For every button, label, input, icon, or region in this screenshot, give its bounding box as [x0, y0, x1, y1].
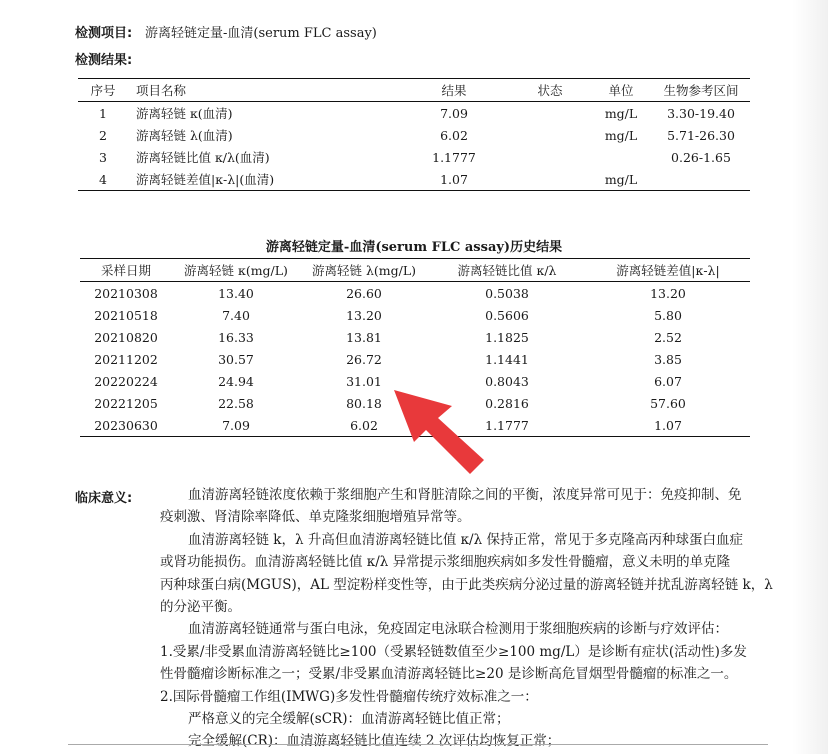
clinical-line: 丙种球蛋白病(MGUS)，AL 型淀粉样变性等，由于此类疾病分泌过量的游离轻链并扰乱游离轻链 k，λ: [160, 577, 773, 593]
clinical-line: 1.受累/非受累血清游离轻链比≥100（受累轻链数值至少≥100 mg/L）是诊断有症状(活动性)多发: [160, 644, 747, 660]
col-reference-range: 生物参考区间: [663, 83, 739, 98]
row-unit: [590, 146, 652, 168]
col-result: 结果: [441, 83, 467, 98]
row-kappa: 30.57: [218, 351, 254, 367]
row-date: 20220224: [94, 373, 158, 389]
row-difference: 3.85: [654, 351, 682, 367]
col-unit: 单位: [608, 83, 634, 98]
test-item-value: 游离轻链定量-血清(serum FLC assay): [145, 26, 377, 41]
test-item-label: 检测项目:: [75, 26, 133, 41]
row-ratio: 0.2816: [485, 395, 529, 411]
row-kappa: 24.94: [218, 373, 254, 389]
clinical-label: 临床意义:: [75, 491, 133, 506]
row-difference: 5.80: [654, 307, 682, 323]
row-unit: mg/L: [604, 105, 638, 121]
row-ratio: 1.1777: [485, 417, 529, 433]
row-ratio: 0.8043: [485, 373, 529, 389]
test-result-label: 检测结果:: [75, 53, 133, 68]
row-kappa: 16.33: [218, 329, 254, 345]
clinical-line: 完全缓解(CR)：血清游离轻链比值连续 2 次评估均恢复正常；: [188, 733, 561, 749]
row-difference: 13.20: [650, 285, 686, 301]
table-row: [80, 282, 750, 305]
row-index: 3: [99, 149, 107, 165]
row-reference-range: [652, 168, 750, 191]
row-date: 20210308: [94, 285, 158, 301]
clinical-line: 性骨髓瘤诊断标准之一；受累/非受累血清游离轻链比≥20 是诊断高危冒烟型骨髓瘤的标准之一。: [160, 666, 738, 682]
row-difference: 6.07: [654, 373, 682, 389]
row-kappa: 7.40: [222, 307, 250, 323]
table-row: [78, 124, 750, 146]
row-item-name: 游离轻链 λ(血清): [136, 128, 233, 143]
row-item-name: 游离轻链差值|κ-λ|(血清): [136, 172, 275, 187]
row-reference-range: 5.71-26.30: [667, 127, 735, 143]
row-status: [510, 102, 590, 125]
row-unit: mg/L: [604, 127, 638, 143]
results-table: [78, 78, 750, 191]
row-lambda: 13.20: [346, 307, 382, 323]
row-result: 1.07: [440, 171, 468, 187]
col-difference: 游离轻链差值|κ-λ|: [616, 263, 720, 278]
row-ratio: 1.1825: [485, 329, 529, 345]
row-difference: 1.07: [654, 417, 682, 433]
col-lambda: 游离轻链 λ(mg/L): [311, 263, 417, 278]
row-ratio: 0.5606: [485, 307, 529, 323]
col-ratio: 游离轻链比值 κ/λ: [457, 263, 557, 278]
table-row: [78, 146, 750, 168]
row-date: 20221205: [94, 395, 158, 411]
clinical-line: 或肾功能损伤。血清游离轻链比值 κ/λ 异常提示浆细胞疾病如多发性骨髓瘤，意义未明的单克隆: [160, 554, 731, 570]
col-status: 状态: [537, 83, 563, 98]
col-index: 序号: [90, 83, 116, 98]
clinical-line: 血清游离轻链 k，λ 升高但血清游离轻链比值 κ/λ 保持正常，常见于多克隆高丙种球蛋白血症: [188, 532, 743, 548]
clinical-line: 疫刺激、肾清除率降低、单克隆浆细胞增殖异常等。: [160, 509, 471, 525]
row-reference-range: 3.30-19.40: [667, 105, 735, 121]
table-row: [80, 326, 750, 348]
clinical-line: 的分泌平衡。: [160, 599, 241, 615]
row-lambda: 13.81: [346, 329, 382, 345]
row-index: 4: [99, 171, 107, 187]
row-index: 2: [99, 127, 107, 143]
row-difference: 2.52: [654, 329, 682, 345]
row-date: 20210518: [94, 307, 158, 323]
row-index: 1: [99, 105, 107, 121]
clinical-line: 严格意义的完全缓解(sCR)：血清游离轻链比值正常；: [188, 711, 510, 727]
row-item-name: 游离轻链比值 κ/λ(血清): [136, 150, 270, 165]
row-ratio: 0.5038: [485, 285, 529, 301]
row-kappa: 7.09: [222, 417, 250, 433]
history-header-row: [80, 259, 750, 282]
row-status: [510, 168, 590, 191]
row-lambda: 6.02: [350, 417, 378, 433]
table-row: [80, 304, 750, 326]
table-row: [78, 168, 750, 191]
results-header-row: [78, 79, 750, 102]
row-result: 7.09: [440, 105, 468, 121]
row-ratio: 1.1441: [485, 351, 529, 367]
col-kappa: 游离轻链 κ(mg/L): [184, 263, 288, 278]
row-date: 20230630: [94, 417, 158, 433]
row-lambda: 31.01: [346, 373, 382, 389]
row-status: [510, 146, 590, 168]
col-sample-date: 采样日期: [100, 263, 151, 278]
history-title: 游离轻链定量-血清(serum FLC assay)历史结果: [265, 240, 563, 255]
col-item-name: 项目名称: [136, 83, 187, 98]
page-bottom-rule: [68, 744, 768, 745]
row-kappa: 22.58: [218, 395, 254, 411]
row-result: 1.1777: [432, 149, 476, 165]
clinical-line: 2.国际骨髓瘤工作组(IMWG)多发性骨髓瘤传统疗效标准之一：: [160, 689, 538, 705]
row-kappa: 13.40: [218, 285, 254, 301]
row-item-name: 游离轻链 κ(血清): [136, 106, 233, 121]
row-lambda: 26.72: [346, 351, 382, 367]
row-difference: 57.60: [650, 395, 686, 411]
red-arrow-icon: [390, 380, 490, 480]
row-reference-range: 0.26-1.65: [671, 149, 731, 165]
table-row: [78, 102, 750, 125]
table-row: [80, 348, 750, 370]
row-status: [510, 124, 590, 146]
clinical-line: 血清游离轻链浓度依赖于浆细胞产生和肾脏清除之间的平衡，浓度异常可见于：免疫抑制、免: [188, 487, 742, 503]
row-result: 6.02: [440, 127, 468, 143]
row-lambda: 26.60: [346, 285, 382, 301]
page-edge-shadow: [792, 0, 828, 754]
row-unit: mg/L: [604, 171, 638, 187]
clinical-line: 血清游离轻链通常与蛋白电泳，免疫固定电泳联合检测用于浆细胞疾病的诊断与疗效评估：: [188, 621, 728, 637]
row-date: 20210820: [94, 329, 158, 345]
row-date: 20211202: [94, 351, 158, 367]
row-lambda: 80.18: [346, 395, 382, 411]
